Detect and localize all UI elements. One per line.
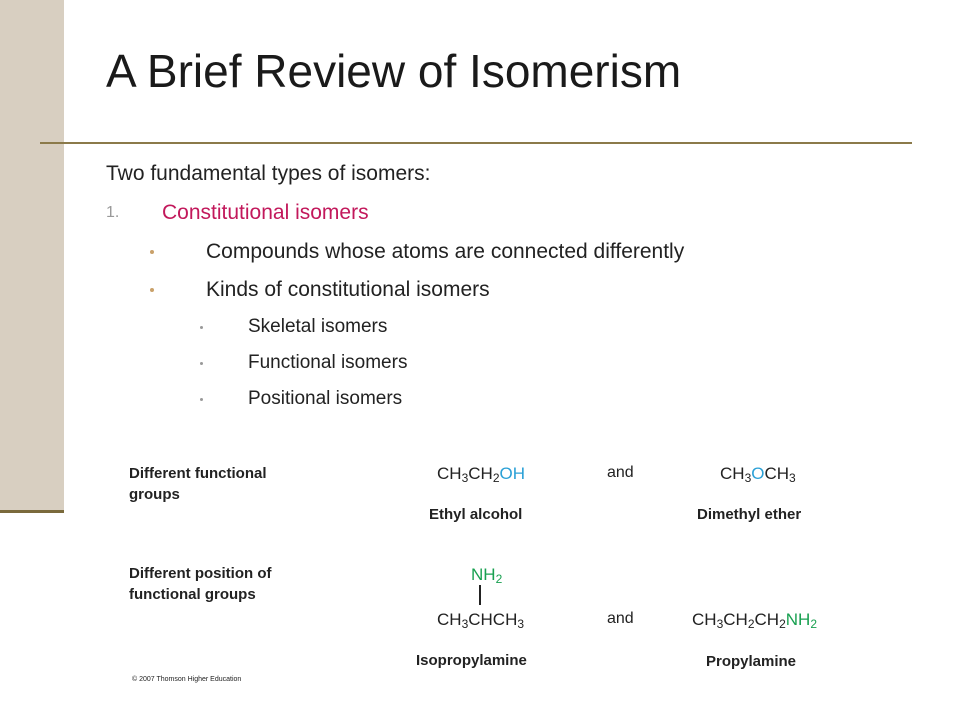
side-decoration-bar bbox=[0, 0, 64, 512]
sub-sub-bullet-text: Skeletal isomers bbox=[248, 316, 388, 337]
copyright-text: © 2007 Thomson Higher Education bbox=[132, 676, 242, 683]
list-number: 1. bbox=[106, 204, 120, 221]
compound-name: Propylamine bbox=[706, 653, 797, 670]
bullet-icon bbox=[200, 362, 203, 365]
row1-label-line: groups bbox=[129, 486, 180, 503]
sub-sub-bullet-text: Positional isomers bbox=[248, 388, 403, 409]
row2-label-line: functional groups bbox=[129, 586, 256, 603]
sub-bullet-text: Kinds of constitutional isomers bbox=[206, 278, 490, 301]
formula-dimethyl-ether: $CH_3OCH_3$ bbox=[720, 464, 796, 485]
slide-title: A Brief Review of Isomerism bbox=[106, 45, 682, 97]
bullet-icon bbox=[150, 250, 154, 254]
compound-name: Ethyl alcohol bbox=[429, 506, 523, 523]
sub-sub-bullet-text: Functional isomers bbox=[248, 352, 408, 373]
formula-isopropylamine: $CH_3CHCH_3$ bbox=[437, 610, 525, 631]
list-item-label: Constitutional isomers bbox=[162, 201, 369, 224]
bullet-icon bbox=[200, 398, 203, 401]
side-decoration-line bbox=[0, 510, 64, 513]
formula-ethyl-alcohol: $CH_3CH_2OH$ bbox=[437, 464, 525, 485]
and-text: and bbox=[607, 610, 634, 627]
and-text: and bbox=[607, 464, 634, 481]
intro-text: Two fundamental types of isomers: bbox=[106, 162, 431, 185]
bullet-icon bbox=[200, 326, 203, 329]
chemical-bond bbox=[479, 585, 481, 605]
formula-propylamine: $CH_3CH_2CH_2NH_2$ bbox=[692, 610, 817, 631]
row1-label-line: Different functional bbox=[129, 465, 267, 482]
row2-label bbox=[129, 563, 272, 605]
row2-label-line: Different position of bbox=[129, 565, 272, 582]
title-divider bbox=[40, 142, 912, 144]
compound-name: Dimethyl ether bbox=[697, 506, 802, 523]
row1-label bbox=[129, 463, 267, 505]
sub-bullet-text: Compounds whose atoms are connected differently bbox=[206, 240, 685, 263]
compound-name: Isopropylamine bbox=[416, 652, 527, 669]
formula-amine-group: $NH_2$ bbox=[471, 565, 503, 586]
bullet-icon bbox=[150, 288, 154, 292]
